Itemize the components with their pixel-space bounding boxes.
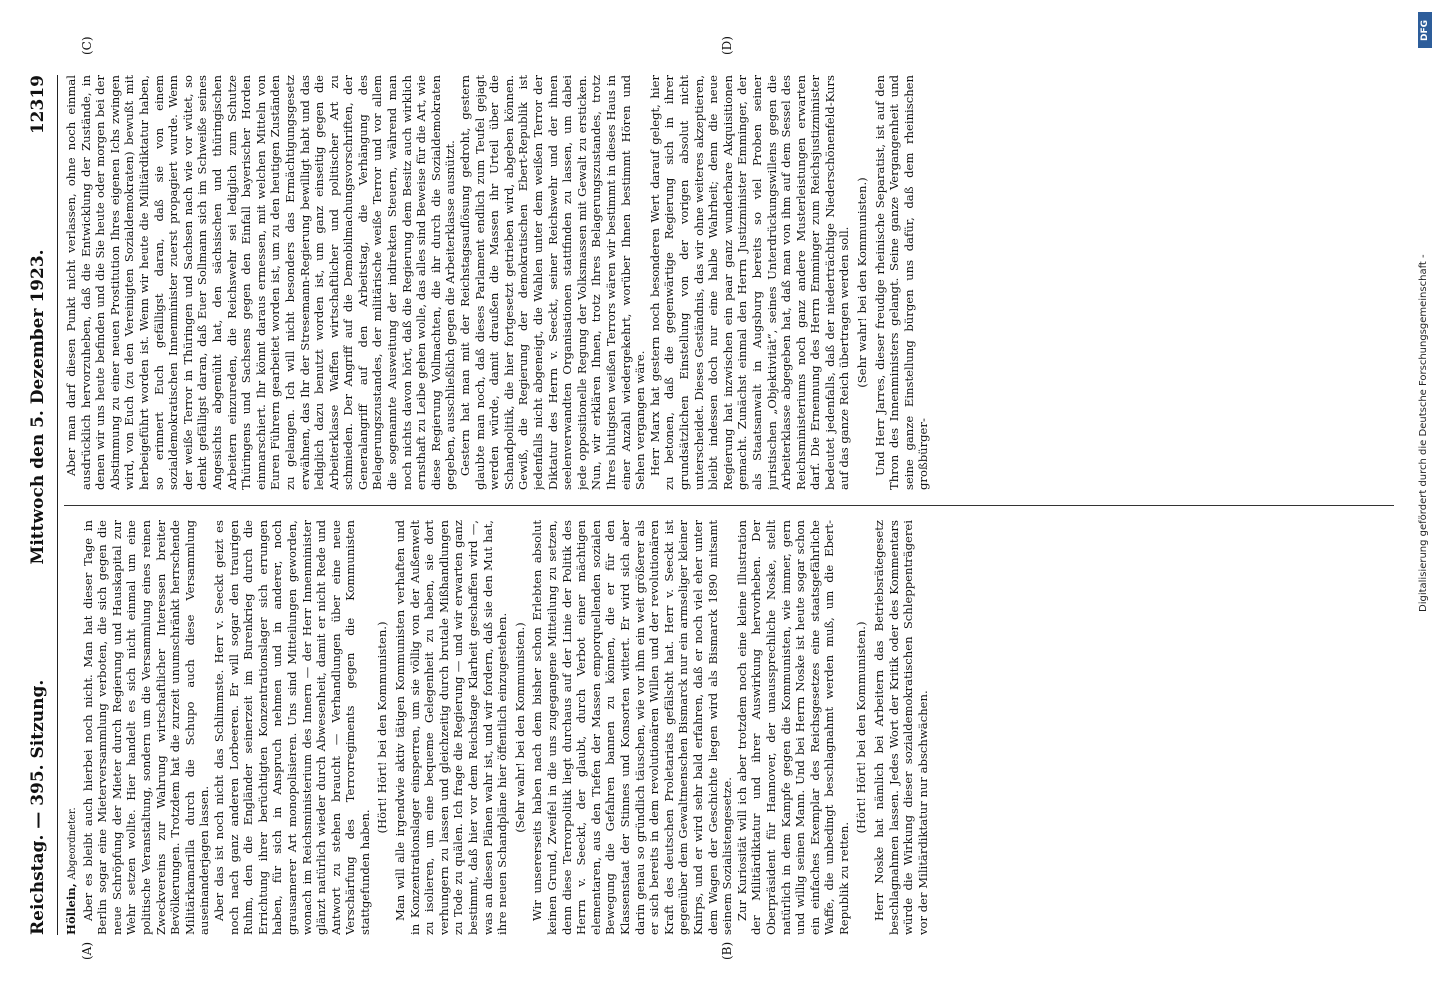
page-number: 12319 (28, 75, 48, 135)
paragraph: Herr Marx hat gestern noch besonderen Wert darauf gelegt, hier zu betonen, daß die gegenwärtige Regierung sich in ihrer grundsätzlichen Einstellung von der vorigen absolut nicht unterscheidet. Dieses Geständnis, das wir ohne weiteres akzeptieren, bleibt indessen doch nur eine halbe Wahrheit; denn die neue Regierung hat inzwischen ein paar ganz wunderbare Akquisitionen gemacht. Zunächst einmal den Herrn Justizminister Emminger, der als Staatsanwalt in Augsburg bereits so viel Proben seiner juristischen „Objektivität“, seines Unterdrückungswillens gegen die Arbeiterklasse abgegeben hat, daß man von ihm auf dem Sessel des Reichsministeriums noch ganz andere Musterleistungen erwarten darf. Die Ernennung des Herrn Emminger zum Reichsjustizminister bedeutet jedenfalls, daß der niederträchtige Niederschönenfeld-Kurs auf das ganze Reich übertragen werden soll. (647, 75, 852, 490)
paragraph: Man will alle irgendwie aktiv tätigen Kommunisten verhaften und in Konzentrationslager einsperren, um sie völlig von der Außenwelt zu isolieren, um eine bequeme Gelegenheit zu haben, sie dort verhungern zu lassen und gleichzeitig durch brutale Mißhandlungen zu Tode zu quälen. Ich frage die Regierung — und wir erwarten ganz bestimmt, daß hier vor dem Reichstage Klarheit geschaffen wird —, was an diesen Plänen wahr ist, und wir fordern, daß sie den Mut hat, ihre neuen Schandpläne hier öffentlich einzugestehen. (393, 520, 510, 935)
interjection: (Hört! Hört! bei den Kommunisten.) (854, 621, 869, 834)
margin-letter-b: (B) (720, 941, 734, 960)
header-date: Mittwoch den 5. Dezember 1923. (28, 249, 48, 565)
left-column (64, 520, 1394, 935)
margin-letter-d: (D) (720, 36, 734, 55)
speaker-name: Höllein, (64, 883, 78, 935)
paragraph: Gestern hat man mit der Reichstagsauflösung gedroht, gestern glaubte man noch, daß dieses Parlament endlich zum Teufel gejagt werden würde, damit draußen die Massen ihr Urteil über die Schandpolitik, die hier fortgesetzt getrieben wird, abgeben können. Gewiß, die Regierung der demokratischen Ebert-Republik ist jedenfalls nicht abgeneigt, die Wahlen unter dem weißen Terror der Diktatur des Herrn v. Seeckt, seiner Reichswehr und der ihnen seelenverwandten Organisationen stattfinden zu lassen, um dabei jede oppositionelle Regung der Volksmassen mit Gewalt zu ersticken. Nun, wir erklären Ihnen, trotz Ihres Belagerungszustandes, trotz Ihres blutigsten weißen Terrors wären wir bestimmt in dieses Haus in einer Anzahl wiedergekehrt, worüber Ihnen bestimmt Hören und Sehen vergangen wäre. (458, 75, 648, 490)
paragraph: Wir unsererseits haben nach dem bisher schon Erlebten absolut keinen Grund, Zweifel in die uns zugegangene Mitteilung zu setzen, denn diese Terrorpolitik liegt durchaus auf der Linie der Politik des Herrn v. Seeckt, der glaubt, durch Verbot einer mächtigen elementaren, aus den Tiefen der Massen emporquellenden sozialen Bewegung die Gefahren bannen zu können, die er für den Klassenstaat der Stinnes und Konsorten wittert. Er wird sich aber darin genau so gründlich täuschen, wie vor ihm ein weit größerer als er sich bereits in dem revolutionären Willen und der revolutionären Kraft des deutschen Proletariats gefälscht hat. Herr v. Seeckt ist gegenüber dem Gewaltmenschen Bismarck nur ein armseliger kleiner Knirps, und er wird sehr bald erfahren, daß er noch viel eher unter dem Wagen der Geschichte liegen wird als Bismarck 1890 mitsamt seinem Sozialistengesetze. (530, 520, 735, 935)
rotated-newspaper-page (20, 10, 1400, 990)
paragraph: Aber es bleibt auch hierbei noch nicht. Man hat dieser Tage in Berlin sogar eine Mieterversammlung verboten, die sich gegen die neue Schröpfung der Mieter durch Regierung und Hauskapital zur Wehr setzen wollte. Hier handelt es sich nicht einmal um eine politische Veranstaltung, sondern um die Versammlung eines reinen Zweckvereins zur Wahrung wirtschaftlicher Interessen breiter Bevölkerungen. Trotzdem hat die zurzeit unumschränkt herrschende Militärkamarilla durch die Schupo auch diese Versammlung auseinanderjagen lassen. (80, 520, 212, 935)
funding-note (1418, 12, 1432, 988)
paragraph: Aber man darf diesen Punkt nicht verlassen, ohne noch einmal ausdrücklich hervorzuheben, daß die Entwicklung der Zustände, in denen wir uns heute befinden und die Sie heute oder morgen bei der Abstimmung zu einer neuen Prostitution Ihres eigenen Ichs zwingen wird, von Euch (zu den Vereinigten Sozialdemokraten) bewußt mit herbeigeführt worden ist. Wenn wir heute die Militärdiktatur haben, so erinnert Euch gefälligst daran, daß sie von einem sozialdemokratischen Innenminister zuerst propagiert wurde. Wenn der weiße Terror in Thüringen und Sachsen nach wie vor wütet, so denkt gefälligst daran, daß Euer Sollmann sich im Schweiße seines Angesichts abgemüht hat, den sächsischen und thüringischen Arbeitern einzureden, die Reichswehr sei lediglich zum Schutze Thüringens und Sachsens gegen den Einfall bayerischer Horden einmarschiert. Ihr könnt daraus ermessen, mit welchen Mitteln von Euren Führern gearbeitet worden ist, um zu den heutigen Zuständen zu gelangen. Ich will nicht besonders das Ermächtigungsgesetz erwähnen, das Ihr der Stresemann-Regierung bewilligt habt und das lediglich dazu benutzt worden ist, um ganz einseitig gegen die Arbeiterklasse Waffen wirtschaftlicher und politischer Art zu schmieden. Der Angriff auf die Demobilmachungsvorschriften, der Generalangriff auf den Arbeitstag, die Verhängung des Belagerungszustandes, der militärische weiße Terror und vor allem die sogenannte Ausweitung der indirekten Steuern, während man noch nichts davon hört, daß die Regierung dem Besitz auch wirklich ernsthaft zu Leibe gehen wolle, das alles sind Beweise für die Art, wie diese Regierung Vollmachten, die ihr durch die Sozialdemokraten gegeben, ausschließlich gegen die Arbeiterklasse ausnützt. (64, 75, 458, 490)
interjection: (Sehr wahr! bei den Kommunisten.) (855, 177, 870, 388)
paragraph: Aber das ist noch nicht das Schlimmste. Herr v. Seeckt geizt es noch nach ganz anderen Lorbeeren. Er will sogar den traurigen Ruhm, den die Engländer seinerzeit im Burenkrieg durch die Errichtung ihrer berüchtigten Konzentrationslager sich errungen haben, für sich in Anspruch nehmen und in anderer, noch grausamerer Art monopolisieren. Uns sind Mitteilungen geworden, wonach im Reichsministerium des Innern — der Herr Innenminister glänzt natürlich wieder durch Abwesenheit, damit er nicht Rede und Antwort zu stehen braucht — Verhandlungen über eine neue Verschärfung des Terrorregiments gegen die Kommunisten stattgefunden haben. (211, 520, 372, 935)
running-head (28, 75, 58, 935)
paragraph: Und Herr Jarres, dieser freudige rheinische Separatist, ist auf den Thron des Innenministers gelangt. Seine ganze Vergangenheit und seine ganze Einstellung bürgen uns dafür, daß dem rheinischen großbürger- (872, 75, 931, 490)
speaker-line (64, 520, 81, 935)
margin-letter-c: (C) (80, 36, 94, 55)
right-column (64, 75, 1394, 490)
interjection: (Sehr wahr! bei den Kommunisten.) (512, 622, 527, 833)
paragraph: Zur Kuriosität will ich aber trotzdem noch eine kleine Illustration der Militärdiktatur und ihrer Auswirkung hervorheben. Der Oberpräsident für Hannover, der unaussprechliche Noske, stellt natürlich in dem Kampfe gegen die Kommunisten, wie immer, gern und willig seinen Mann. Und bei Herrn Noske ist heute sogar schon ein einfaches Exemplar des Reichsgesetzes eine staatsgefährliche Waffe, die unbedingt beschlagnahmt werden muß, um die Ebert-Republik zu retten. (734, 520, 851, 935)
column-divider (64, 505, 1394, 506)
funding-note-text: Digitalisierung gefördert durch die Deutsche Forschungsgemeinschaft - (1418, 254, 1429, 612)
margin-letter-a: (A) (80, 941, 94, 960)
interjection: (Hört! Hört! bei den Kommunisten.) (375, 621, 390, 834)
paragraph: Herr Noske hat nämlich bei Arbeitern das Betriebsrätegesetz beschlagnahmen lassen. Jedes Wort der Kritik oder des Kommentars würde die Wirkung dieser sozialdemokratischen Schleppenträgerei vor der Militärdiktatur nur abschwächen. (872, 520, 930, 935)
header-left: Reichstag. — 395. Sitzung. (28, 679, 48, 935)
dfg-logo: DFG (1418, 12, 1432, 48)
speaker-role: Abgeordneter. (67, 807, 78, 880)
